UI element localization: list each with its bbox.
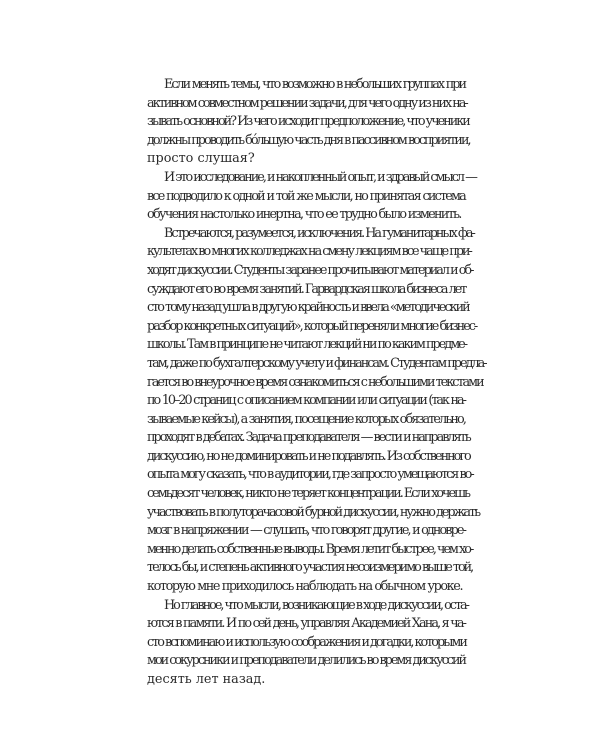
text-line: культетах во многих колледжах на смену лекциям все чаще при- <box>147 244 471 260</box>
paragraph <box>147 225 486 597</box>
paragraph <box>147 597 468 690</box>
text-line: все подводило к одной и той же мысли, но принятая система <box>147 188 465 204</box>
text-line: которую мне приходилось наблюдать на обычном уроке. <box>147 579 463 595</box>
body-text <box>147 76 486 690</box>
text-line: обучения настолько инертна, что ее трудно было изменить. <box>147 207 461 223</box>
text-line: участвовать в полуторачасовой бурной дискуссии, нужно держать <box>147 504 480 520</box>
text-line: суждают его во время занятий. Гарвардская школа бизнеса лет <box>147 281 466 297</box>
text-line: разбор конкретных ситуаций», который переняли многие бизнес- <box>147 318 477 334</box>
text-line: Встречаются, разумеется, исключения. На гуманитарных фа- <box>164 225 474 241</box>
paragraph <box>147 76 470 169</box>
text-line: активном совместном решении задачи, для чего одну из них на- <box>147 95 467 111</box>
text-line: по 10–20 страниц с описанием компании или ситуации (так на- <box>147 393 465 409</box>
text-line: сто тому назад ушла в другую крайность и ввела «методический <box>147 300 469 316</box>
text-line: школы. Там в принципе не читают лекций ни по каким предме- <box>147 337 467 353</box>
text-line: там, даже по бухгалтерскому учету и финансам. Студентам предла- <box>147 355 486 371</box>
text-line: ются в памяти. И по сей день, управляя Академией Хана, я ча- <box>147 616 465 632</box>
text-line: телось бы, и степень активного участия несоизмеримо выше той, <box>147 560 473 576</box>
text-line: опыта могу сказать, что в аудитории, где запросто умещаются во- <box>147 467 473 483</box>
text-line: Если менять темы, что возможно в небольших группах при <box>164 77 465 92</box>
text-line: зываемые кейсы), а занятия, посещение которых обязательно, <box>147 411 465 427</box>
text-line: сто вспоминаю и использую соображения и догадки, которыми <box>147 634 466 650</box>
text-line: мои сокурсники и преподаватели делились во время дискуссий <box>147 653 466 669</box>
text-line: зывать основной? Из чего исходит предположение, что ученики <box>147 114 469 130</box>
text-line: Но главное, что мысли, возникающие в ходе дискуссии, оста- <box>164 597 468 613</box>
text-line: менно делать собственные выводы. Время летит быстрее, чем хо- <box>147 541 473 557</box>
text-line: гается во внеурочное время ознакомиться с небольшими текстами <box>147 374 483 390</box>
text-line: десять лет назад. <box>147 672 266 687</box>
text-line: И это исследование, и накопленный опыт, и здравый смысл — <box>164 169 476 185</box>
text-line: дискуссию, но не доминировать и не подавлять. Из собственного <box>147 448 470 464</box>
text-line: должны проводить бóльшую часть дня в пассивном восприятии, <box>147 132 470 148</box>
text-line: просто слушая? <box>147 151 255 167</box>
text-line: семьдесят человек, никто не теряет концентрации. Если хочешь <box>147 486 469 502</box>
paragraph <box>147 169 476 225</box>
text-line: мозг в напряжении — слушать, что говорят другие, и одновре- <box>147 523 465 539</box>
text-line: проходят в дебатах. Задача преподавателя — вести и направлять <box>147 430 470 446</box>
text-line: ходят дискуссии. Студенты заранее прочитывают материал и об- <box>147 262 473 278</box>
